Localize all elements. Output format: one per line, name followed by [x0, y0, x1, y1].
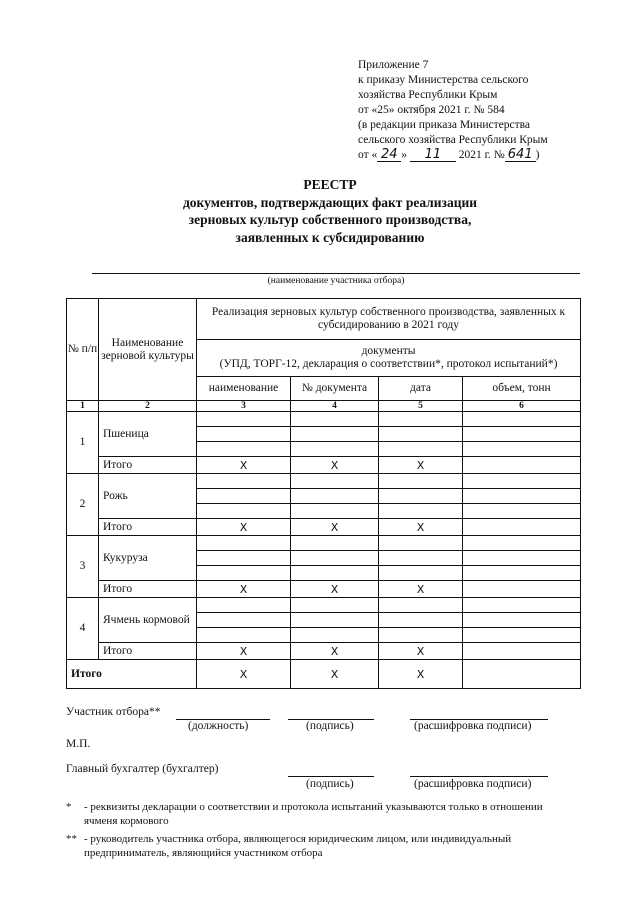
- appendix-line: от «25» октября 2021 г. № 584: [358, 104, 505, 116]
- header-doc-name: наименование: [197, 377, 291, 401]
- participant-label: Участник отбора**: [66, 706, 161, 718]
- title-line: зерновых культур собственного производства,: [188, 212, 472, 227]
- appendix-line: хозяйства Республики Крым: [358, 89, 498, 101]
- subtotal-label: Итого: [99, 519, 197, 536]
- footnote: * - реквизиты декларации о соответствии и протокола испытаний указываются только в отношении ячменя кормового: [66, 801, 543, 827]
- cross-mark: X: [291, 457, 379, 474]
- header-doc-number: № документа: [291, 377, 379, 401]
- column-number: 4: [291, 401, 379, 412]
- appendix-amendment-line: от « 24 » 11 2021 г. № 641 ): [358, 147, 540, 162]
- participant-name-line: [92, 273, 580, 274]
- handwritten-month: 11: [410, 148, 456, 162]
- cross-mark: X: [291, 519, 379, 536]
- crop-name: Кукуруза: [99, 536, 197, 581]
- subtotal-volume: [463, 643, 581, 660]
- column-number: 1: [67, 401, 99, 412]
- cross-mark: X: [291, 581, 379, 598]
- subtotal-volume: [463, 581, 581, 598]
- column-number: 3: [197, 401, 291, 412]
- row-num: 3: [67, 536, 99, 598]
- subtotal-volume: [463, 519, 581, 536]
- cross-mark: X: [197, 457, 291, 474]
- cross-mark: X: [379, 581, 463, 598]
- header-date: дата: [379, 377, 463, 401]
- header-group: Реализация зерновых культур собственного производства, заявленных к субсидированию в 2021 году: [197, 299, 581, 340]
- appendix-block: [358, 58, 628, 163]
- appendix-line: Приложение 7: [358, 59, 429, 71]
- stamp-label: М.П.: [66, 738, 91, 750]
- column-number: 6: [463, 401, 581, 412]
- crop-name: Рожь: [99, 474, 197, 519]
- handwritten-day: 24: [377, 148, 401, 162]
- cross-mark: X: [379, 643, 463, 660]
- accountant-decoding-line: [410, 776, 548, 777]
- cross-mark: X: [379, 457, 463, 474]
- position-caption: (должность): [188, 720, 249, 732]
- row-num: 4: [67, 598, 99, 660]
- cross-mark: X: [379, 660, 463, 689]
- subtotal-label: Итого: [99, 643, 197, 660]
- accountant-label: Главный бухгалтер (бухгалтер): [66, 763, 219, 775]
- header-volume: объем, тонн: [463, 377, 581, 401]
- appendix-line: сельского хозяйства Республики Крым: [358, 134, 548, 146]
- subtotal-label: Итого: [99, 581, 197, 598]
- subtotal-volume: [463, 457, 581, 474]
- title-line: РЕЕСТР: [303, 177, 357, 192]
- column-number: 2: [99, 401, 197, 412]
- total-label: Итого: [67, 660, 197, 689]
- registry-table: [66, 298, 581, 689]
- appendix-line: к приказу Министерства сельского: [358, 74, 529, 86]
- participant-caption: (наименование участника отбора): [267, 276, 405, 286]
- crop-name: Пшеница: [99, 412, 197, 457]
- row-num: 1: [67, 412, 99, 474]
- subtotal-label: Итого: [99, 457, 197, 474]
- signature-caption: (подпись): [306, 778, 354, 790]
- title-line: документов, подтверждающих факт реализации: [182, 194, 478, 210]
- document-title: [60, 176, 600, 246]
- decoding-caption: (расшифровка подписи): [414, 778, 532, 790]
- row-num: 2: [67, 474, 99, 536]
- cross-mark: X: [197, 519, 291, 536]
- decoding-caption: (расшифровка подписи): [414, 720, 532, 732]
- cross-mark: X: [197, 581, 291, 598]
- crop-name: Ячмень кормовой: [99, 598, 197, 643]
- cross-mark: X: [197, 643, 291, 660]
- appendix-line: (в редакции приказа Министерства: [358, 119, 531, 131]
- footnote: ** - руководитель участника отбора, являющегося юридическим лицом, или индивидуальный предприниматель, являющийся участником отбора: [66, 833, 512, 859]
- signature-caption: (подпись): [306, 720, 354, 732]
- cross-mark: X: [291, 660, 379, 689]
- total-volume: [463, 660, 581, 689]
- cross-mark: X: [291, 643, 379, 660]
- footnotes: [66, 800, 626, 860]
- column-number: 5: [379, 401, 463, 412]
- cross-mark: X: [379, 519, 463, 536]
- header-crop-name: Наименование зерновой культуры: [99, 299, 197, 401]
- cross-mark: X: [197, 660, 291, 689]
- header-num: № п/п: [67, 299, 99, 401]
- title-line: заявленных к субсидированию: [235, 229, 425, 245]
- accountant-signature-line: [288, 776, 374, 777]
- header-documents: документы (УПД, ТОРГ-12, декларация о соответствии*, протокол испытаний*): [197, 340, 581, 377]
- handwritten-number: 641: [505, 148, 536, 162]
